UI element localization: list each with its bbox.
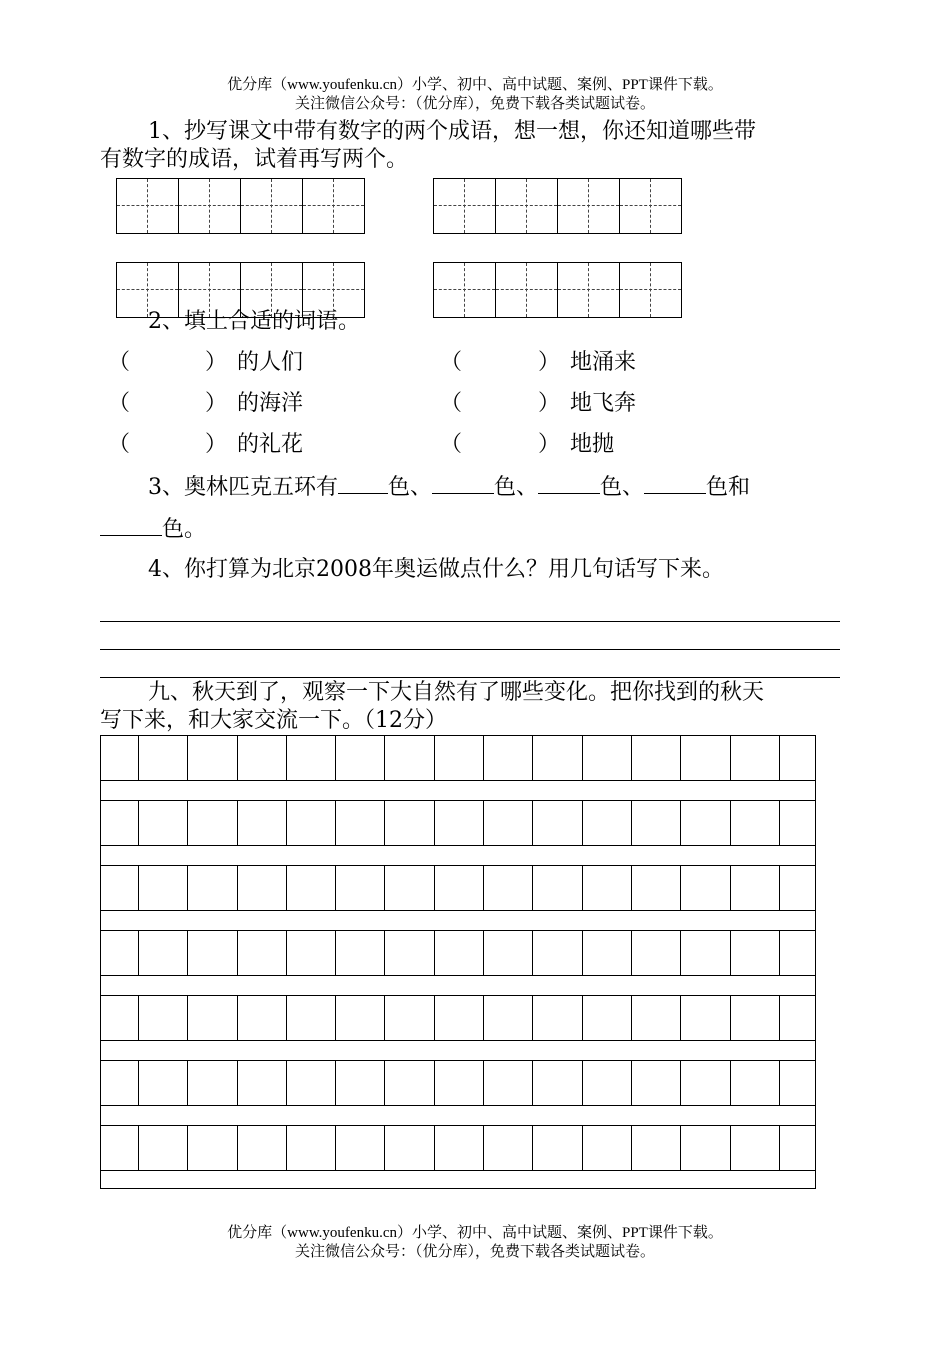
composition-cell[interactable] <box>101 736 139 780</box>
header-line-2: 关注微信公众号：（优分库），免费下载各类试题试卷。 <box>294 96 655 112</box>
grid-cell[interactable] <box>179 179 241 233</box>
composition-cell[interactable] <box>681 736 730 780</box>
writing-line[interactable] <box>100 649 840 650</box>
composition-cell[interactable] <box>336 801 385 845</box>
composition-cell[interactable] <box>385 931 434 975</box>
composition-cell[interactable] <box>583 866 632 910</box>
composition-cell[interactable] <box>385 736 434 780</box>
composition-cell[interactable] <box>139 866 188 910</box>
grid-cell[interactable] <box>303 263 365 317</box>
composition-row[interactable] <box>101 801 815 846</box>
composition-cell[interactable] <box>731 996 780 1040</box>
composition-cell[interactable] <box>287 736 336 780</box>
composition-cell[interactable] <box>101 1061 139 1105</box>
grid-cell[interactable] <box>558 263 620 317</box>
paren-close: ） <box>205 391 228 416</box>
composition-cell[interactable] <box>583 996 632 1040</box>
color-and: 色和 <box>706 475 751 500</box>
paren-open: （ <box>440 391 463 416</box>
idiom-grid-2[interactable] <box>433 178 682 234</box>
q2-left-item: 的海洋 <box>237 391 304 416</box>
row-gap <box>101 1106 815 1126</box>
composition-cell[interactable] <box>533 801 582 845</box>
grid-cell[interactable] <box>117 179 179 233</box>
composition-cell[interactable] <box>336 1126 385 1170</box>
composition-cell[interactable] <box>583 1126 632 1170</box>
composition-cell[interactable] <box>336 931 385 975</box>
composition-cell[interactable] <box>435 931 484 975</box>
answer-blank[interactable] <box>432 471 494 494</box>
row-gap <box>101 911 815 931</box>
q9-line-2: 写下来，和大家交流一下。（12分） <box>100 708 447 733</box>
paren-close: ） <box>538 391 561 416</box>
composition-cell[interactable] <box>385 866 434 910</box>
grid-cell[interactable] <box>558 179 620 233</box>
q2-right-item: 地抛 <box>570 432 615 457</box>
composition-cell[interactable] <box>780 736 815 780</box>
composition-cell[interactable] <box>731 1061 780 1105</box>
composition-cell[interactable] <box>101 801 139 845</box>
paren-open: （ <box>108 350 131 375</box>
composition-cell[interactable] <box>681 1061 730 1105</box>
composition-cell[interactable] <box>484 1126 533 1170</box>
composition-cell[interactable] <box>780 801 815 845</box>
composition-cell[interactable] <box>336 736 385 780</box>
composition-cell[interactable] <box>139 801 188 845</box>
q3-line-1 <box>148 471 750 503</box>
composition-cell[interactable] <box>780 996 815 1040</box>
composition-cell[interactable] <box>533 736 582 780</box>
composition-cell[interactable] <box>484 1061 533 1105</box>
color-word: 色、 <box>600 475 645 500</box>
paren-close: ） <box>205 432 228 457</box>
color-word: 色、 <box>494 475 539 500</box>
paren-close: ） <box>205 350 228 375</box>
grid-cell[interactable] <box>303 179 365 233</box>
grid-cell[interactable] <box>434 263 496 317</box>
composition-cell[interactable] <box>533 1126 582 1170</box>
composition-cell[interactable] <box>484 801 533 845</box>
grid-cell[interactable] <box>117 263 179 317</box>
composition-cell[interactable] <box>287 801 336 845</box>
composition-cell[interactable] <box>336 866 385 910</box>
composition-cell[interactable] <box>731 866 780 910</box>
composition-cell[interactable] <box>632 866 681 910</box>
composition-cell[interactable] <box>583 801 632 845</box>
composition-cell[interactable] <box>336 996 385 1040</box>
composition-cell[interactable] <box>385 1126 434 1170</box>
composition-cell[interactable] <box>139 931 188 975</box>
answer-blank[interactable] <box>538 471 600 494</box>
composition-cell[interactable] <box>435 996 484 1040</box>
composition-cell[interactable] <box>484 736 533 780</box>
composition-cell[interactable] <box>101 1126 139 1170</box>
composition-cell[interactable] <box>238 996 287 1040</box>
grid-cell[interactable] <box>496 179 558 233</box>
composition-cell[interactable] <box>238 1061 287 1105</box>
composition-cell[interactable] <box>632 1061 681 1105</box>
grid-cell[interactable] <box>241 263 303 317</box>
composition-cell[interactable] <box>632 996 681 1040</box>
composition-cell[interactable] <box>188 996 237 1040</box>
footer-line-1: 优分库（www.youfenku.cn）小学、初中、高中试题、案例、PPT课件下载。 <box>227 1225 723 1241</box>
composition-cell[interactable] <box>731 1126 780 1170</box>
composition-cell[interactable] <box>287 931 336 975</box>
composition-cell[interactable] <box>188 1061 237 1105</box>
composition-grid[interactable] <box>100 735 816 1189</box>
composition-cell[interactable] <box>583 931 632 975</box>
composition-cell[interactable] <box>681 801 730 845</box>
composition-row[interactable] <box>101 866 815 911</box>
composition-cell[interactable] <box>632 801 681 845</box>
grid-cell[interactable] <box>620 179 682 233</box>
composition-cell[interactable] <box>101 866 139 910</box>
row-gap <box>101 976 815 996</box>
composition-cell[interactable] <box>583 1061 632 1105</box>
paren-open: （ <box>108 391 131 416</box>
composition-cell[interactable] <box>238 931 287 975</box>
q1-line-2: 有数字的成语，试着再写两个。 <box>100 147 409 172</box>
answer-blank[interactable] <box>100 513 162 536</box>
row-gap <box>101 1171 815 1191</box>
composition-cell[interactable] <box>101 931 139 975</box>
row-gap <box>101 781 815 801</box>
composition-row[interactable] <box>101 1126 815 1171</box>
composition-cell[interactable] <box>238 736 287 780</box>
composition-cell[interactable] <box>681 866 730 910</box>
grid-cell[interactable] <box>434 179 496 233</box>
composition-cell[interactable] <box>533 1061 582 1105</box>
idiom-grid-1[interactable] <box>116 178 365 234</box>
composition-cell[interactable] <box>287 866 336 910</box>
q2-right-item: 地涌来 <box>570 350 637 375</box>
grid-cell[interactable] <box>496 263 558 317</box>
composition-cell[interactable] <box>101 996 139 1040</box>
composition-cell[interactable] <box>435 736 484 780</box>
composition-cell[interactable] <box>681 1126 730 1170</box>
composition-cell[interactable] <box>435 801 484 845</box>
composition-cell[interactable] <box>139 736 188 780</box>
composition-cell[interactable] <box>238 866 287 910</box>
footer-line-2: 关注微信公众号：（优分库），免费下载各类试题试卷。 <box>294 1244 655 1260</box>
composition-cell[interactable] <box>385 996 434 1040</box>
q2-left-item: 的人们 <box>237 350 304 375</box>
idiom-grid-3[interactable] <box>116 262 365 318</box>
composition-cell[interactable] <box>681 996 730 1040</box>
composition-cell[interactable] <box>435 1126 484 1170</box>
composition-cell[interactable] <box>385 801 434 845</box>
answer-blank[interactable] <box>338 471 388 494</box>
composition-cell[interactable] <box>238 1126 287 1170</box>
q2-left-item: 的礼花 <box>237 432 304 457</box>
composition-cell[interactable] <box>336 1061 385 1105</box>
composition-cell[interactable] <box>188 866 237 910</box>
composition-row[interactable] <box>101 996 815 1041</box>
paren-close: ） <box>538 350 561 375</box>
composition-cell[interactable] <box>484 996 533 1040</box>
q3-prefix: 3、奥林匹克五环有 <box>148 475 338 500</box>
answer-blank[interactable] <box>644 471 706 494</box>
composition-cell[interactable] <box>435 1061 484 1105</box>
composition-cell[interactable] <box>632 736 681 780</box>
paren-open: （ <box>440 350 463 375</box>
composition-cell[interactable] <box>385 1061 434 1105</box>
composition-cell[interactable] <box>632 931 681 975</box>
composition-cell[interactable] <box>780 1126 815 1170</box>
composition-cell[interactable] <box>188 801 237 845</box>
composition-cell[interactable] <box>583 736 632 780</box>
q4-text: 4、你打算为北京2008年奥运做点什么？用几句话写下来。 <box>148 557 724 582</box>
composition-row[interactable] <box>101 1061 815 1106</box>
composition-cell[interactable] <box>780 1061 815 1105</box>
composition-cell[interactable] <box>139 1061 188 1105</box>
composition-cell[interactable] <box>731 801 780 845</box>
composition-cell[interactable] <box>780 866 815 910</box>
q3-end: 色。 <box>162 517 207 542</box>
composition-cell[interactable] <box>188 931 237 975</box>
q9-line-1: 九、秋天到了，观察一下大自然有了哪些变化。把你找到的秋天 <box>148 680 765 705</box>
composition-cell[interactable] <box>681 931 730 975</box>
composition-cell[interactable] <box>484 931 533 975</box>
composition-cell[interactable] <box>731 931 780 975</box>
composition-cell[interactable] <box>139 1126 188 1170</box>
composition-cell[interactable] <box>533 996 582 1040</box>
header-line-1: 优分库（www.youfenku.cn）小学、初中、高中试题、案例、PPT课件下载。 <box>227 77 723 93</box>
row-gap <box>101 846 815 866</box>
composition-cell[interactable] <box>632 1126 681 1170</box>
writing-line[interactable] <box>100 621 840 622</box>
composition-cell[interactable] <box>188 736 237 780</box>
composition-cell[interactable] <box>435 866 484 910</box>
composition-cell[interactable] <box>287 1126 336 1170</box>
q1-line-1: 1、抄写课文中带有数字的两个成语，想一想，你还知道哪些带 <box>148 119 756 144</box>
idiom-grid-4[interactable] <box>433 262 682 318</box>
composition-cell[interactable] <box>238 801 287 845</box>
composition-cell[interactable] <box>780 931 815 975</box>
composition-row[interactable] <box>101 736 815 781</box>
q3-line-2 <box>100 513 206 545</box>
paren-close: ） <box>538 432 561 457</box>
color-word: 色、 <box>388 475 433 500</box>
composition-cell[interactable] <box>533 931 582 975</box>
composition-row[interactable] <box>101 931 815 976</box>
composition-cell[interactable] <box>731 736 780 780</box>
grid-cell[interactable] <box>179 263 241 317</box>
composition-cell[interactable] <box>188 1126 237 1170</box>
composition-cell[interactable] <box>533 866 582 910</box>
composition-cell[interactable] <box>484 866 533 910</box>
row-gap <box>101 1041 815 1061</box>
composition-cell[interactable] <box>139 996 188 1040</box>
composition-cell[interactable] <box>287 1061 336 1105</box>
q2-right-item: 地飞奔 <box>570 391 637 416</box>
q2-title: 2、填上合适的词语。 <box>148 309 360 334</box>
grid-cell[interactable] <box>620 263 682 317</box>
grid-cell[interactable] <box>241 179 303 233</box>
paren-open: （ <box>440 432 463 457</box>
paren-open: （ <box>108 432 131 457</box>
composition-cell[interactable] <box>287 996 336 1040</box>
